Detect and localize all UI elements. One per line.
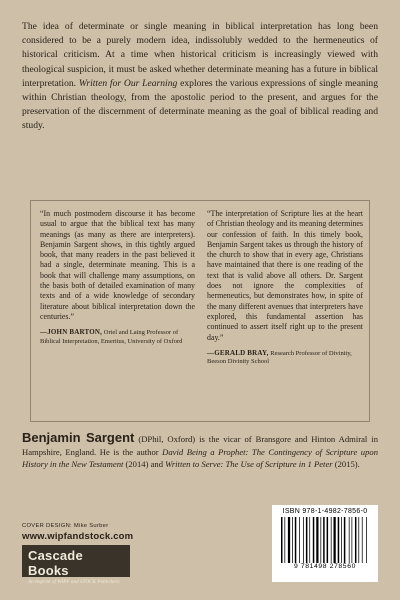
endorsements-box <box>30 200 370 422</box>
barcode-bar <box>323 517 325 563</box>
endorsement-attribution <box>207 349 363 367</box>
endorsement-text: “In much postmodern discourse it has become usual to argue that the biblical text has many meanings (as many as there are interpreters). Benjamin Sargent shows, in this tightly argued book, that many readers in the past believed it had a single, determinate meaning. This is a book that will challenge many assumptions, on the basis both of detailed examination of many texts and of a wide knowledge of secondary literature about biblical interpretation down the centuries.” <box>40 209 195 321</box>
barcode-bar <box>284 517 285 563</box>
barcode-bar <box>327 517 329 563</box>
barcode-bar <box>306 517 308 563</box>
blurb-part-1: The idea of determinate or single meaning in biblical interpretation has long been considered to be a purely modern idea, indissolubly wedded to the hermeneutics of historical criticism. At a time when historical criticism is increasingly viewed with theological suspicion, it must be asked whether determinate meaning has a future in biblical interpretation. <box>22 21 378 89</box>
endorsement-attribution <box>40 328 195 346</box>
barcode-bar <box>295 517 297 563</box>
publisher-tagline: An Imprint of WIPF and STOCK Publishers <box>28 579 120 585</box>
barcode-bar <box>288 517 290 563</box>
barcode-bar <box>292 517 293 563</box>
barcode-bar <box>344 517 346 563</box>
bio-book-1: David Being a Prophet: The Contingency of Scripture upon History in the New Testament <box>22 446 378 470</box>
barcode-bar <box>338 517 340 563</box>
endorsement-barton <box>40 209 195 346</box>
endorser-name: —JOHN BARTON, <box>40 328 103 337</box>
author-name: Benjamin Sargent <box>22 430 135 445</box>
publisher-name: Cascade Books <box>28 548 83 578</box>
isbn-label: ISBN 978-1-4982-7856-0 <box>282 508 368 515</box>
blurb-part-2: explores the various expressions of single meaning within Christian theology, from the apostolic period to the present, and argues for the preservation of the discernment of determinate meaning as the goal of biblical reading and study. <box>22 77 379 132</box>
barcode-bar <box>358 517 359 563</box>
publisher-website: www.wipfandstock.com <box>22 531 134 542</box>
bio-book-2: Written to Serve: The Use of Scripture in 1 Peter <box>165 459 333 470</box>
endorser-role: Oriel and Laing Professor of Biblical Interpretation, Emeritus, University of Oxford <box>40 329 183 345</box>
barcode-digits: 9 781498 278560 <box>294 563 356 570</box>
barcode-bar <box>316 517 318 563</box>
bio-part-3: (2015). <box>332 459 360 470</box>
barcode-bar <box>281 517 283 563</box>
bio-part-2: (2014) and <box>123 459 166 470</box>
barcode-bar <box>352 517 353 563</box>
cover-design-credit: COVER DESIGN: Mike Surber <box>22 523 109 529</box>
endorser-role: Research Professor of Divinity, Beeson Divinity School <box>207 349 352 366</box>
barcode-bar <box>355 517 357 563</box>
author-bio <box>22 432 378 471</box>
publisher-logo <box>22 545 130 585</box>
barcode-bar <box>349 517 350 563</box>
endorsement-bray <box>207 209 363 367</box>
blurb-book-title: Written for Our Learning <box>78 77 178 89</box>
barcode-bar <box>313 517 315 563</box>
barcode-icon <box>280 517 370 563</box>
barcode-bar <box>309 517 310 563</box>
barcode-bar <box>366 517 367 563</box>
barcode-bar <box>331 517 332 563</box>
barcode-bar <box>299 517 300 563</box>
barcode-box <box>272 505 378 582</box>
back-cover-blurb <box>22 20 378 134</box>
endorser-name: —GERALD BRAY, <box>207 348 269 357</box>
barcode-bar <box>362 517 363 563</box>
barcode-bar <box>320 517 321 563</box>
endorsement-text: “The interpretation of Scripture lies at the heart of Christian theology and its meaning determines our confession of faith. In this timely book, Benjamin Sargent takes us through the history of the church to show that in every age, Christians have maintained that there is one reading of the text that is valid above all others. Dr. Sargent does not ignore the complexities of hermeneutics, but demonstrates how, in spite of the many different avenues that interpreters have explored, this fundamental assertion has continued to assert itself right up to the present day.” <box>207 209 363 342</box>
bio-part-1: (DPhil, Oxford) is the vicar of Bransgore and Hinton Admiral in Hampshire, England. He is the author <box>22 434 378 457</box>
barcode-bar <box>341 517 342 563</box>
barcode-bar <box>334 517 336 563</box>
barcode-bar <box>303 517 304 563</box>
